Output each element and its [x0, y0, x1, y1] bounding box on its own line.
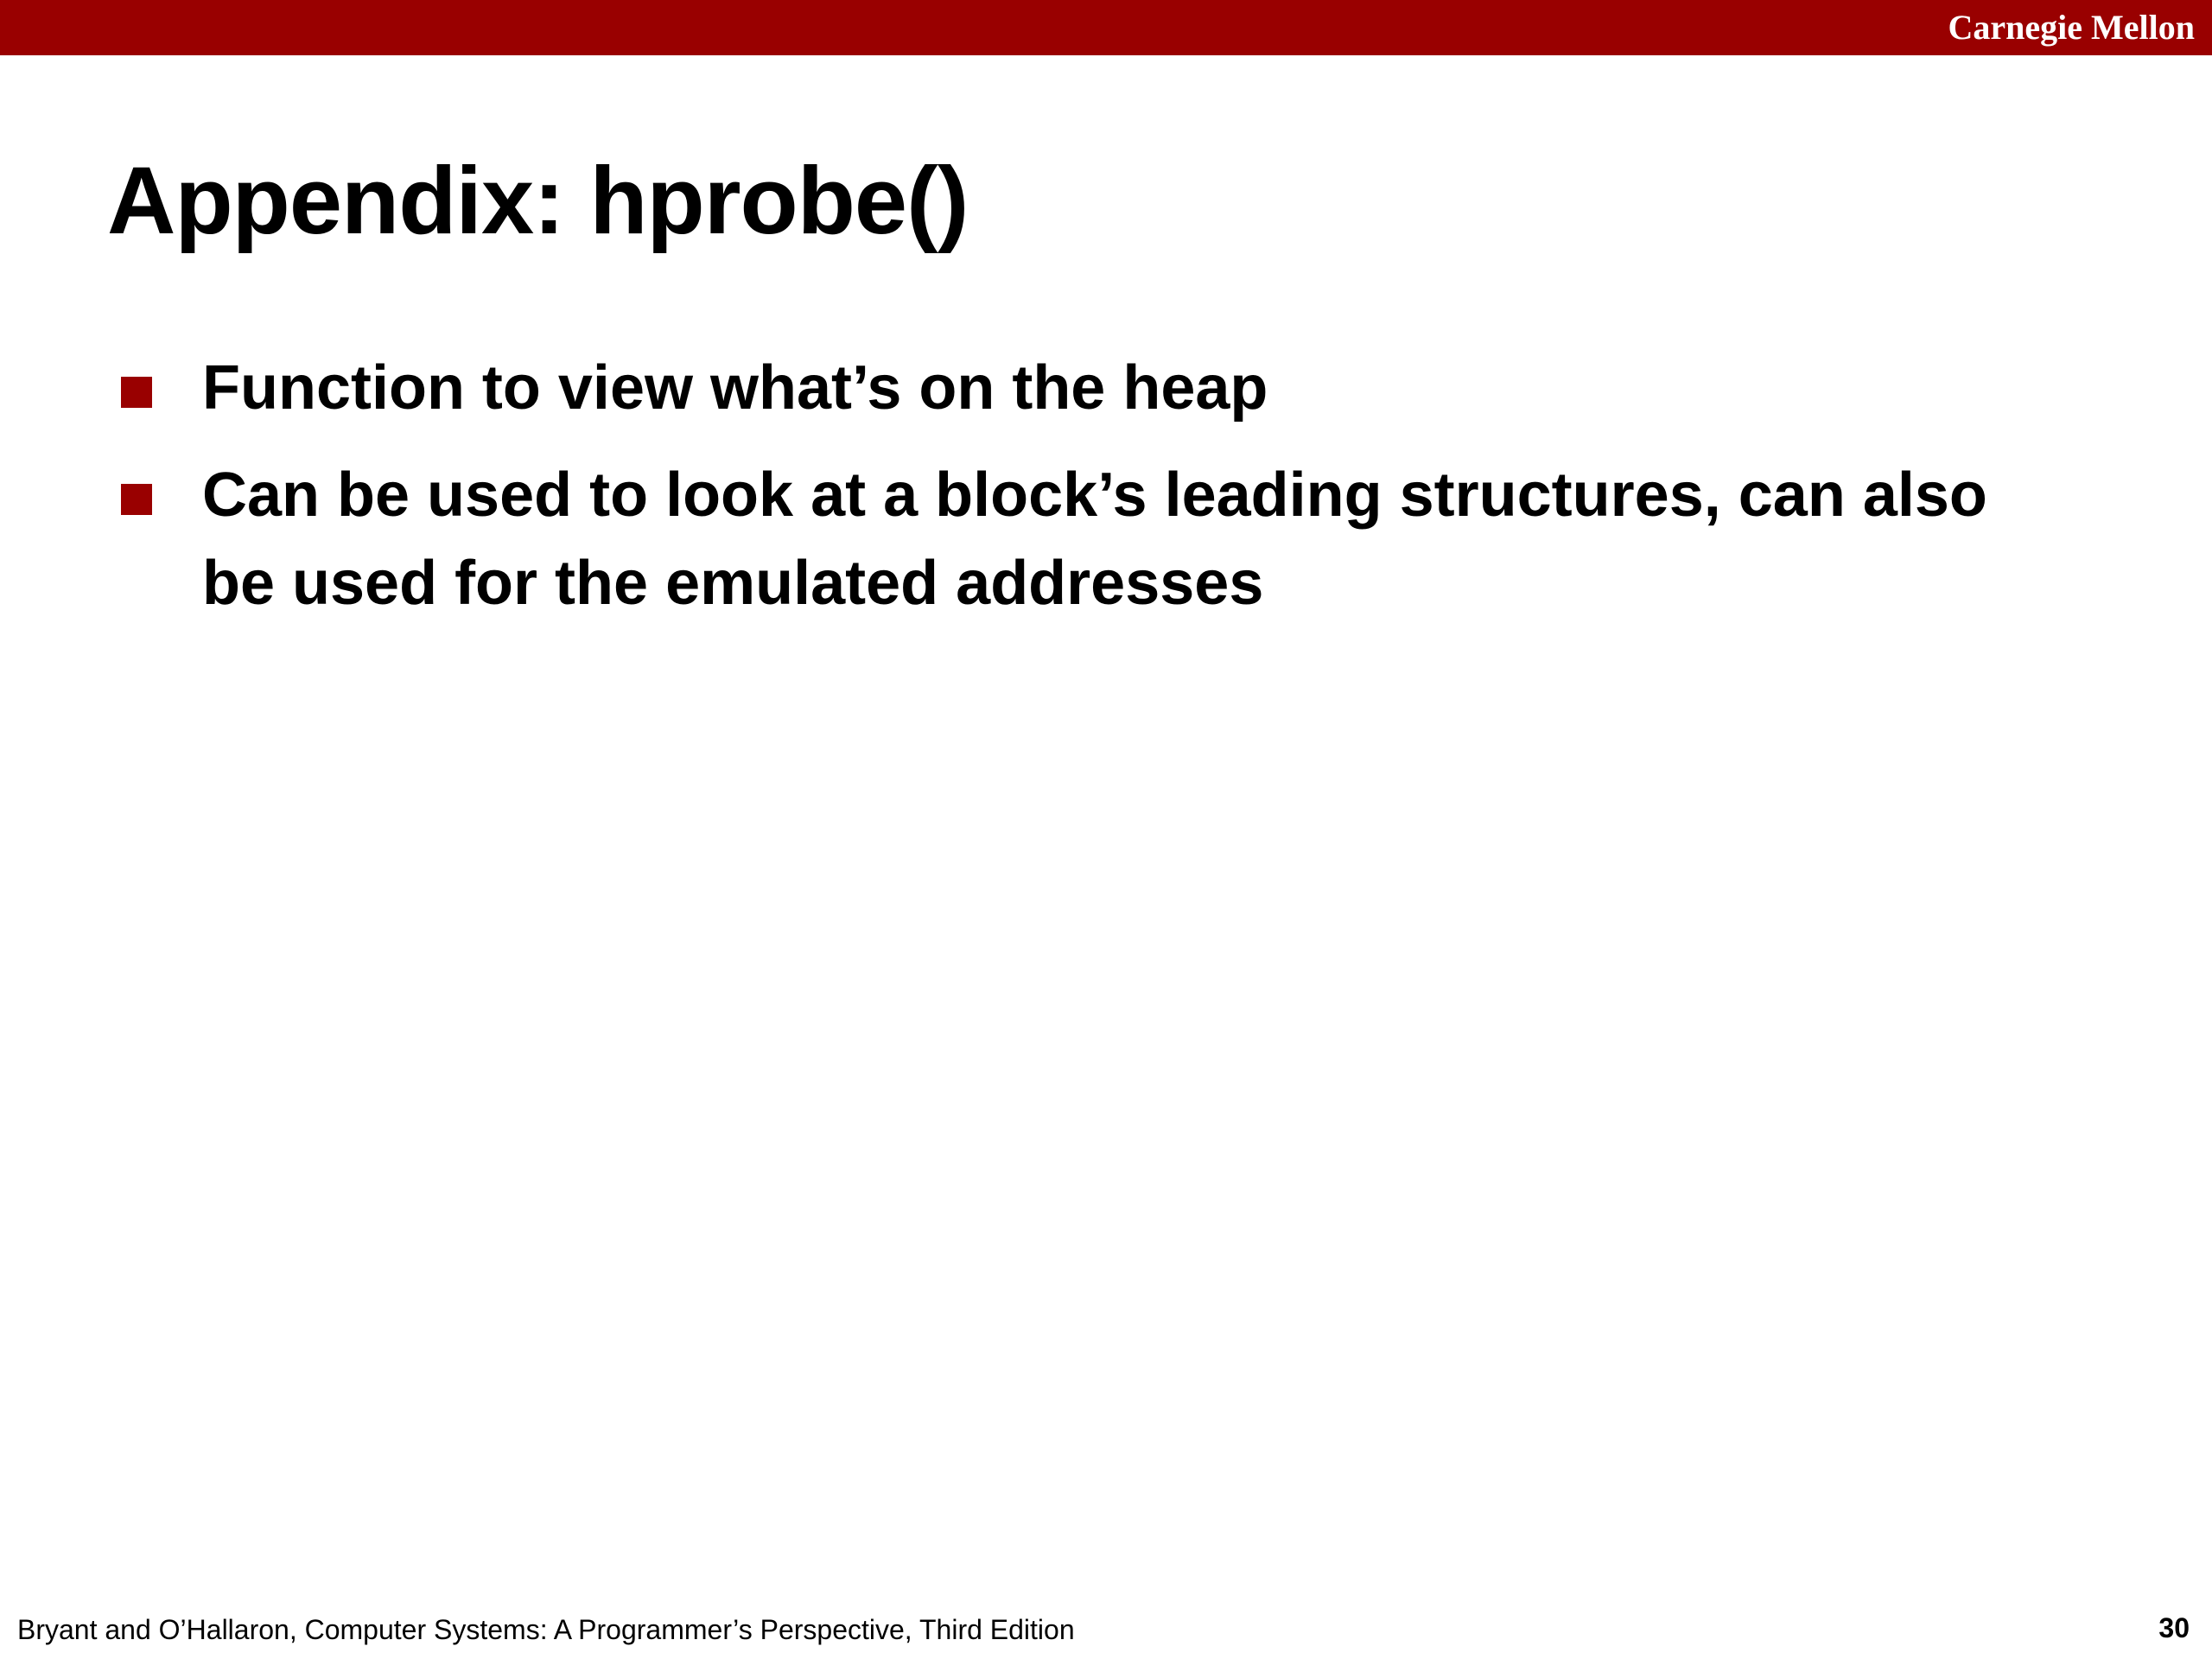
bullet-item [121, 344, 2022, 432]
square-bullet-icon [121, 484, 152, 515]
bullet-text: Can be used to look at a block’s leading structures, can also be used for the emulated addresses [202, 461, 1987, 618]
slide-title: Appendix: hprobe() [107, 148, 969, 254]
bullet-list [121, 344, 2022, 646]
footer-credit: Bryant and O’Hallaron, Computer Systems: A Programmer’s Perspective, Third Edition [17, 1614, 1075, 1645]
brand-logo-text: Carnegie Mellon [1948, 8, 2195, 47]
page-number: 30 [2158, 1612, 2190, 1643]
bullet-item [121, 451, 2022, 627]
square-bullet-icon [121, 377, 152, 408]
header-bar [0, 0, 2212, 55]
bullet-text: Function to view what’s on the heap [202, 353, 1268, 423]
